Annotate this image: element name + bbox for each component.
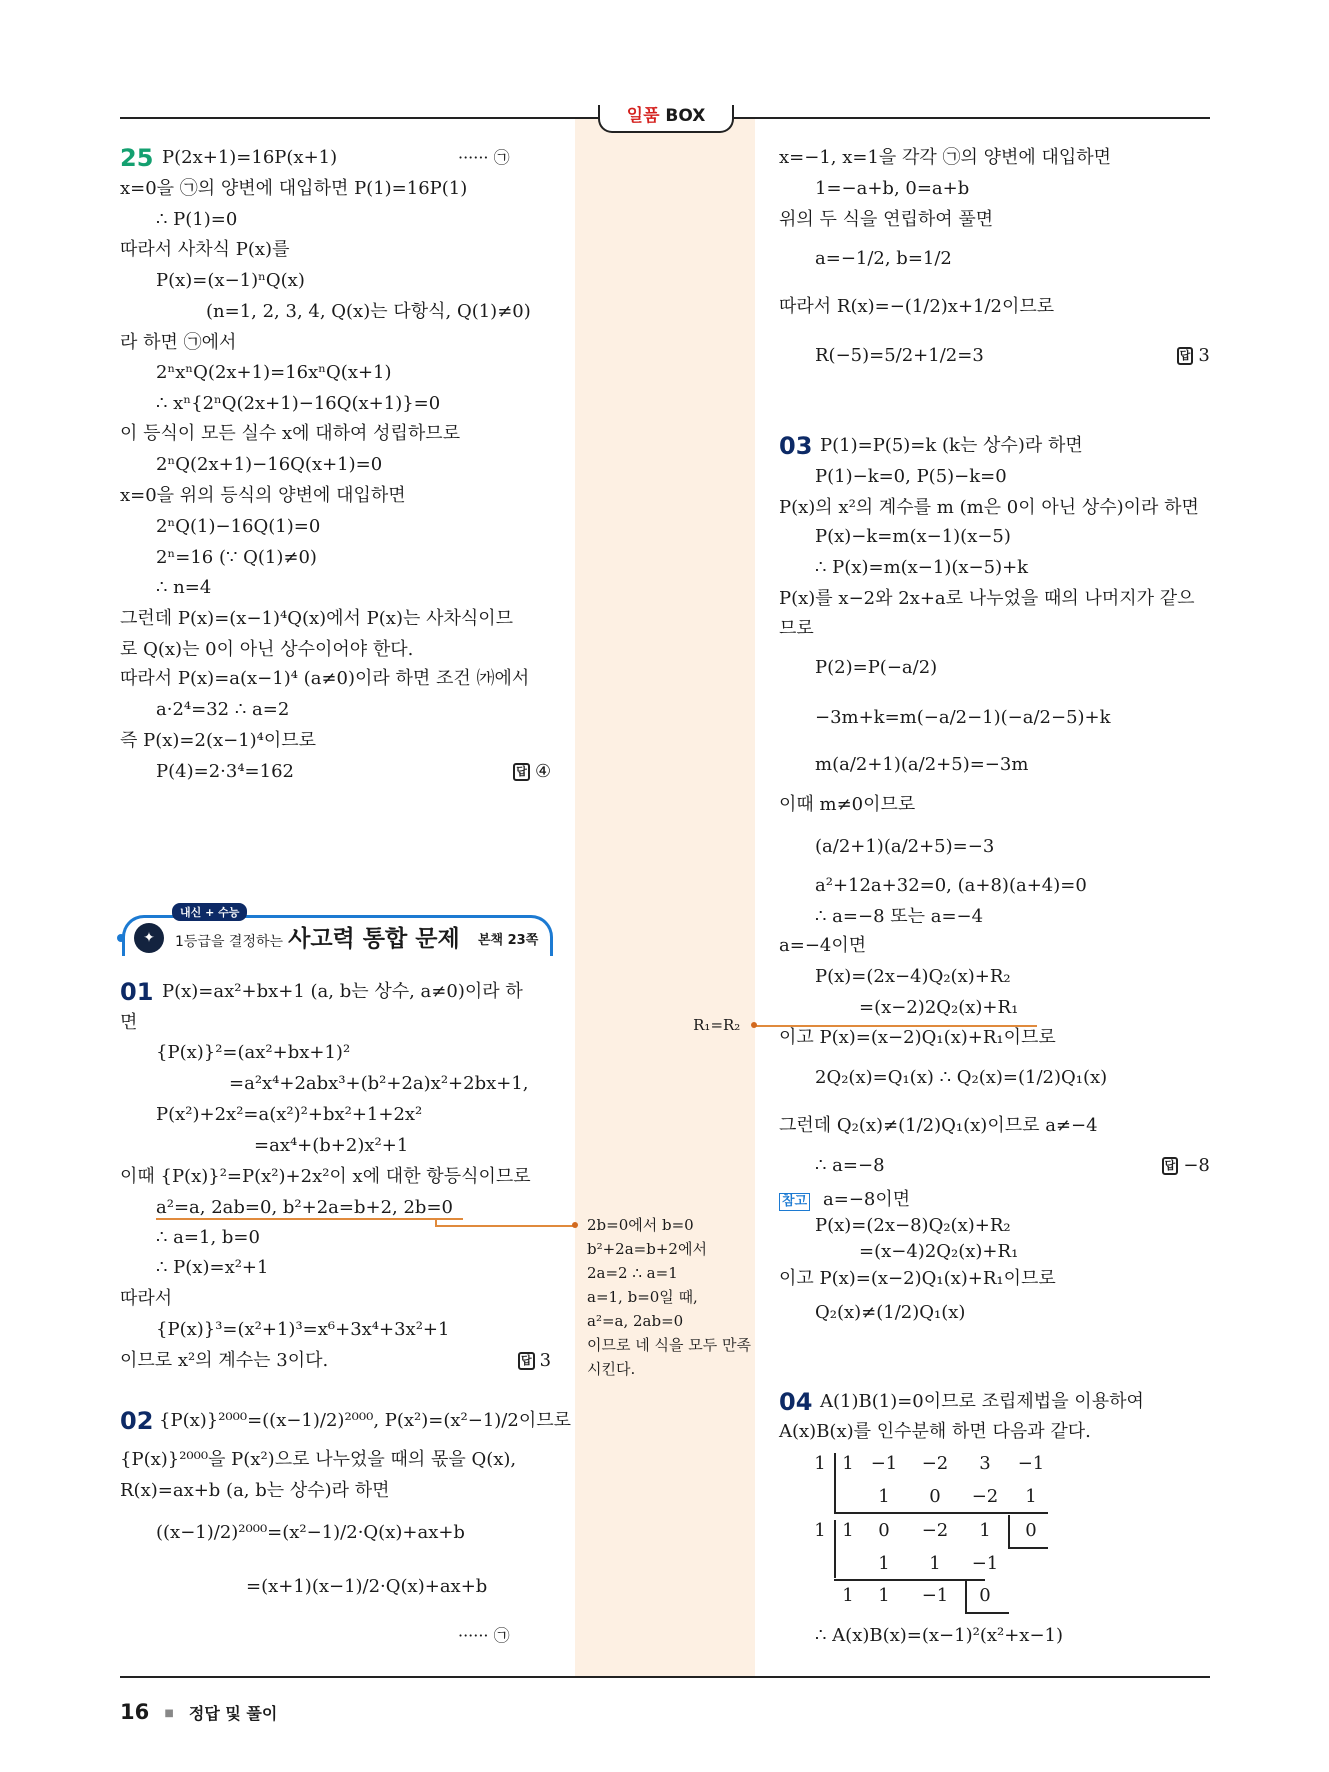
solution-line: {P(x)}²=(ax²+bx+1)² <box>156 1042 351 1063</box>
division-cell: 1 <box>878 1486 890 1507</box>
connector-tick <box>435 1218 437 1225</box>
solution-line: P(1)−k=0, P(5)−k=0 <box>815 466 1007 487</box>
solution-line: =a²x⁴+2abx³+(b²+2a)x²+2bx+1, <box>229 1073 529 1094</box>
section-reference: 본책 23쪽 <box>478 933 539 948</box>
ilpum-box-tab <box>598 105 734 133</box>
division-rule <box>965 1581 967 1612</box>
solution-line: 면 <box>120 1012 138 1033</box>
solution-line: 1=−a+b, 0=a+b <box>815 178 970 199</box>
solution-line: ((x−1)/2)²⁰⁰⁰=(x²−1)/2·Q(x)+ax+b <box>156 1522 465 1543</box>
solution-line: ∴ n=4 <box>156 577 212 598</box>
division-rule <box>834 1512 1048 1514</box>
solution-line: 므로 <box>779 618 814 639</box>
division-rule <box>1008 1547 1048 1549</box>
equation-marker-02: ······ ㉠ <box>458 1626 510 1645</box>
answer-value: 3 <box>1198 345 1210 366</box>
solution-line: A(x)B(x)를 인수분해 하면 다음과 같다. <box>779 1421 1091 1442</box>
solution-line: ∴ P(x)=x²+1 <box>156 1257 269 1278</box>
division-cell: 0 <box>878 1520 890 1541</box>
solution-line: A(1)B(1)=0이므로 조립제법을 이용하여 <box>820 1391 1144 1412</box>
solution-line: x=0을 위의 등식의 양변에 대입하면 <box>120 485 406 506</box>
solution-line: Q₂(x)≠(1/2)Q₁(x) <box>815 1302 966 1323</box>
division-cell: 1 <box>929 1553 941 1574</box>
solution-line: {P(x)}³=(x²+1)³=x⁶+3x⁴+3x²+1 <box>156 1319 450 1340</box>
solution-line: 이때 m≠0이므로 <box>779 794 916 815</box>
solution-line: P(1)=P(5)=k (k는 상수)라 하면 <box>820 435 1083 456</box>
bullet-dot-icon <box>117 934 125 942</box>
divisor-cell: 1 <box>814 1520 826 1541</box>
division-rule <box>965 1612 1009 1614</box>
solution-line: ∴ a=−8 또는 a=−4 <box>815 906 984 927</box>
section-emblem-icon: ✦ <box>134 923 164 953</box>
answer-mark <box>1177 341 1210 371</box>
solution-line: ∴ P(1)=0 <box>156 209 238 230</box>
division-cell: 1 <box>842 1520 854 1541</box>
page-footer <box>120 1700 277 1724</box>
division-cell: 1 <box>878 1553 890 1574</box>
side-note-line: a=1, b=0일 때, <box>587 1288 698 1306</box>
solution-line: 2ⁿ=16 (∵ Q(1)≠0) <box>156 547 317 568</box>
solution-line: 따라서 사차식 P(x)를 <box>120 239 290 260</box>
solution-line: (a/2+1)(a/2+5)=−3 <box>815 836 995 857</box>
connector-line <box>435 1225 575 1227</box>
answer-value: −8 <box>1183 1155 1210 1176</box>
answer-mark <box>513 757 551 787</box>
solution-line: 그런데 Q₂(x)≠(1/2)Q₁(x)이므로 a≠−4 <box>779 1115 1098 1136</box>
solution-line: =(x−2)2Q₂(x)+R₁ <box>859 997 1019 1018</box>
solution-line: P(x)−k=m(x−1)(x−5) <box>815 526 1011 547</box>
solution-line: 라 하면 ㉠에서 <box>120 332 237 353</box>
solution-line: 이므로 x²의 계수는 3이다. <box>120 1350 329 1371</box>
division-cell: 1 <box>842 1585 854 1606</box>
solution-line: 2ⁿQ(1)−16Q(1)=0 <box>156 516 321 537</box>
answer-value: ④ <box>534 761 552 782</box>
bottom-rule <box>120 1676 1210 1678</box>
division-cell: −2 <box>921 1453 949 1474</box>
solution-line: P(x)=(2x−8)Q₂(x)+R₂ <box>815 1215 1011 1236</box>
solution-line: P(4)=2·3⁴=162 <box>156 761 294 782</box>
connector-line <box>754 1025 1037 1027</box>
side-note-line: 2a=2 ∴ a=1 <box>587 1264 678 1282</box>
section-main-title: 사고력 통합 문제 <box>288 926 460 952</box>
solution-line: R(−5)=5/2+1/2=3 <box>815 345 984 366</box>
solution-line: x=0을 ㉠의 양변에 대입하면 P(1)=16P(1) <box>120 178 468 199</box>
solution-line: 따라서 R(x)=−(1/2)x+1/2이므로 <box>779 296 1055 317</box>
section-badge: 내신 + 수능 <box>172 903 247 921</box>
division-cell: −1 <box>1017 1453 1045 1474</box>
solution-line: 따라서 P(x)=a(x−1)⁴ (a≠0)이라 하면 조건 ㈎에서 <box>120 668 530 689</box>
side-note-line: 시킨다. <box>587 1360 636 1378</box>
solution-line: 이때 {P(x)}²=P(x²)+2x²이 x에 대한 항등식이므로 <box>120 1166 531 1187</box>
solution-line: P(x)=(2x−4)Q₂(x)+R₂ <box>815 966 1011 987</box>
answer-icon: 답 <box>1177 347 1194 365</box>
side-note-line: a²=a, 2ab=0 <box>587 1312 684 1330</box>
answer-value: 3 <box>539 1350 552 1371</box>
solution-line: P(x)의 x²의 계수를 m (m은 0이 아닌 상수)이라 하면 <box>779 497 1199 518</box>
problem-number: 02 <box>120 1407 154 1435</box>
division-cell: 0 <box>979 1585 991 1606</box>
division-rule <box>834 1579 985 1581</box>
solution-line: ∴ a=1, b=0 <box>156 1227 260 1248</box>
side-note-line: 이므로 네 식을 모두 만족 <box>587 1336 751 1354</box>
solution-line: 이고 P(x)=(x−2)Q₁(x)+R₁이므로 <box>779 1268 1056 1289</box>
solution-line: 즉 P(x)=2(x−1)⁴이므로 <box>120 730 317 751</box>
divisor-cell: 1 <box>814 1453 826 1474</box>
box-label: BOX <box>665 106 706 126</box>
solution-line: a²+12a+32=0, (a+8)(a+4)=0 <box>815 875 1087 896</box>
connector-dot-icon <box>751 1022 757 1028</box>
solution-line: ∴ a=−8 <box>815 1155 885 1176</box>
solution-line: a·2⁴=32 ∴ a=2 <box>156 699 290 720</box>
solution-line: P(x²)+2x²=a(x²)²+bx²+1+2x² <box>156 1104 423 1125</box>
section-subtitle: 1등급을 결정하는 <box>175 934 284 950</box>
solution-line: ∴ P(x)=m(x−1)(x−5)+k <box>815 557 1029 578</box>
division-cell: 1 <box>979 1520 991 1541</box>
reference-label: 참고 <box>779 1193 810 1211</box>
solution-line: a²=a, 2ab=0, b²+2a=b+2, 2b=0 <box>156 1197 453 1218</box>
side-note-r-equal: R₁=R₂ <box>693 1016 741 1034</box>
solution-line: x=−1, x=1을 각각 ㉠의 양변에 대입하면 <box>779 147 1112 168</box>
solution-line: {P(x)}²⁰⁰⁰을 P(x²)으로 나누었을 때의 몫을 Q(x), <box>120 1449 517 1470</box>
solution-line: P(2x+1)=16P(x+1) <box>162 147 338 168</box>
answer-icon: 답 <box>518 1352 535 1370</box>
division-rule <box>1008 1515 1010 1547</box>
solution-line: 그런데 P(x)=(x−1)⁴Q(x)에서 P(x)는 사차식이므 <box>120 608 514 629</box>
brand-label: 일품 <box>626 106 660 126</box>
side-note-line: b²+2a=b+2에서 <box>587 1240 707 1258</box>
solution-line: 위의 두 식을 연립하여 풀면 <box>779 209 994 230</box>
solution-line: 로 Q(x)는 0이 아닌 상수이어야 한다. <box>120 639 414 660</box>
solution-line: 이 등식이 모든 실수 x에 대하여 성립하므로 <box>120 423 461 444</box>
solution-line: 2ⁿQ(2x+1)−16Q(x+1)=0 <box>156 454 383 475</box>
division-cell: 0 <box>929 1486 941 1507</box>
solution-line: m(a/2+1)(a/2+5)=−3m <box>815 754 1029 775</box>
footer-title: 정답 및 풀이 <box>188 1704 278 1723</box>
answer-icon: 답 <box>513 763 530 781</box>
solution-line: P(x)=ax²+bx+1 (a, b는 상수, a≠0)이라 하 <box>162 981 523 1002</box>
section-title <box>175 920 460 953</box>
solution-line: a=−8이면 <box>823 1189 911 1210</box>
answer-mark <box>518 1346 551 1376</box>
division-rule <box>834 1520 836 1578</box>
solution-line: ∴ xⁿ{2ⁿQ(2x+1)−16Q(x+1)}=0 <box>156 393 441 414</box>
side-note-line: 2b=0에서 b=0 <box>587 1216 694 1234</box>
connector-dot-icon <box>572 1222 578 1228</box>
solution-line: −3m+k=m(−a/2−1)(−a/2−5)+k <box>815 707 1111 728</box>
division-cell: 3 <box>979 1453 991 1474</box>
problem-number: 04 <box>779 1388 813 1416</box>
square-bullet-icon: ■ <box>164 1708 174 1719</box>
division-rule <box>834 1453 836 1513</box>
reference-badge <box>779 1185 810 1215</box>
solution-line: a=−4이면 <box>779 935 867 956</box>
solution-line: a=−1/2, b=1/2 <box>815 248 952 269</box>
division-cell: −2 <box>971 1486 999 1507</box>
solution-line: ∴ A(x)B(x)=(x−1)²(x²+x−1) <box>815 1625 1064 1646</box>
solution-line: P(2)=P(−a/2) <box>815 657 938 678</box>
solution-line: 2Q₂(x)=Q₁(x) ∴ Q₂(x)=(1/2)Q₁(x) <box>815 1067 1108 1088</box>
division-cell: −1 <box>971 1553 999 1574</box>
division-cell: −2 <box>921 1520 949 1541</box>
solution-line: P(x)를 x−2와 2x+a로 나누었을 때의 나머지가 같으 <box>779 588 1195 609</box>
solution-line: (n=1, 2, 3, 4, Q(x)는 다항식, Q(1)≠0) <box>206 301 531 322</box>
page-number: 16 <box>120 1700 150 1724</box>
underline-connector <box>156 1218 463 1220</box>
equation-marker-25: ······ ㉠ <box>458 148 510 167</box>
problem-number: 01 <box>120 978 154 1006</box>
problem-number: 03 <box>779 432 813 460</box>
solution-line: 따라서 <box>120 1288 173 1309</box>
division-cell: 1 <box>878 1585 890 1606</box>
division-cell: 0 <box>1025 1520 1037 1541</box>
solution-line: =ax⁴+(b+2)x²+1 <box>254 1135 409 1156</box>
solution-line: P(x)=(x−1)ⁿQ(x) <box>156 270 305 291</box>
division-cell: 1 <box>1025 1486 1037 1507</box>
solution-line: 2ⁿxⁿQ(2x+1)=16xⁿQ(x+1) <box>156 362 392 383</box>
side-note-column <box>575 119 755 1676</box>
solution-line: 이고 P(x)=(x−2)Q₁(x)+R₁이므로 <box>779 1027 1056 1048</box>
solution-line: {P(x)}²⁰⁰⁰=((x−1)/2)²⁰⁰⁰, P(x²)=(x²−1)/2이므로 <box>159 1410 571 1431</box>
solution-line: R(x)=ax+b (a, b는 상수)라 하면 <box>120 1480 390 1501</box>
answer-icon: 답 <box>1162 1157 1179 1175</box>
answer-mark <box>1162 1151 1210 1181</box>
division-cell: −1 <box>921 1585 949 1606</box>
division-cell: 1 <box>842 1453 854 1474</box>
division-cell: −1 <box>870 1453 898 1474</box>
solution-line: =(x−4)2Q₂(x)+R₁ <box>859 1241 1019 1262</box>
problem-number: 25 <box>120 144 154 172</box>
solution-line: =(x+1)(x−1)/2·Q(x)+ax+b <box>246 1576 488 1597</box>
